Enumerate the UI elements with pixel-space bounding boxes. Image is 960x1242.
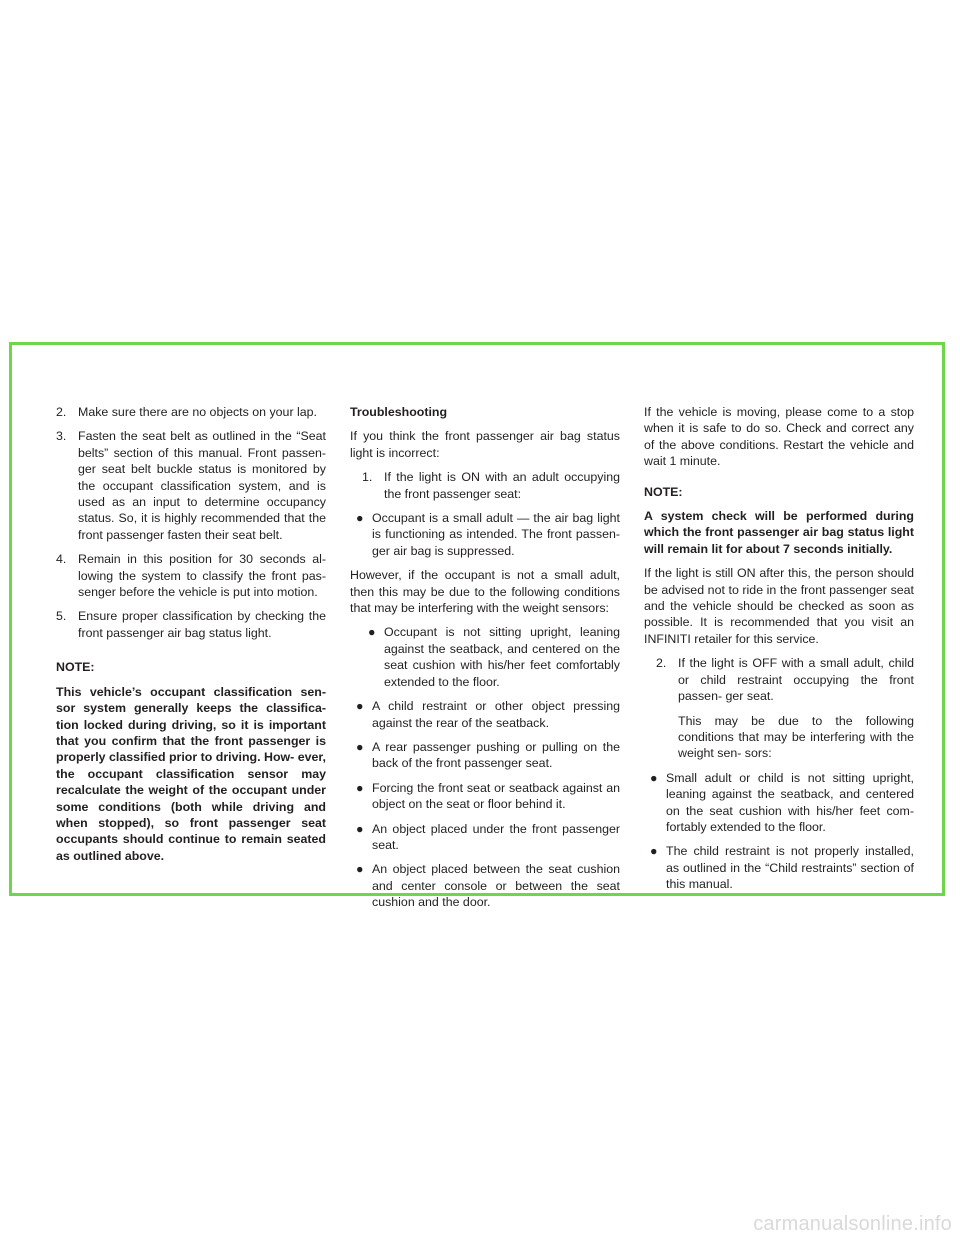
list-item [56,404,326,420]
item-number: 3. [56,429,67,444]
note-label: NOTE: [644,484,683,499]
item-text: Remain in this position for 30 seconds al- lowing the system to classify the front pas- senger before the vehicle is put into motion. [78,552,326,600]
section-heading: Troubleshooting [350,405,448,419]
bullet-icon: ● [356,699,364,714]
item-text: Fasten the seat belt as outlined in the “Seat belts” section of this manual. Front passen- ger seat belt buckle status is monitored by the occupant classification system, and is used as an input to determine occupancy status. So, it is highly recommended that the front passenger fasten their seat belt. [78,429,326,542]
paragraph: If the light is still ON after this, the person should be advised not to ride in the front passenger seat and the vehicle should be checked as soon as possible. It is recommended that you visit an INFINITI retailer for this service. [644,566,914,646]
paragraph: However, if the occupant is not a small adult, then this may be due to the following conditions that may be interfering with the weight sensors: [350,568,620,616]
item-text: If the light is OFF with a small adult, child or child restraint occupying the front passen- ger seat. [678,656,914,704]
bullet-item [644,770,914,836]
item-text: Ensure proper classification by checking the front passenger air bag status light. [78,609,326,640]
watermark: carmanualsonline.info [753,1213,952,1235]
item-text: Make sure there are no objects on your lap. [78,405,317,419]
bullet-icon: ● [356,511,364,526]
bullet-icon: ● [356,862,364,877]
column-3 [644,404,914,901]
bullet-icon: ● [356,739,364,754]
item-number: 5. [56,609,67,624]
bullet-item [350,821,620,854]
list-item [362,469,620,502]
bullet-text: An object placed under the front passenger seat. [372,821,620,852]
item-number: 2. [56,405,67,419]
note-body: A system check will be performed during which the front passenger air bag status light will remain lit for about 7 seconds initially. [644,509,914,556]
list-item [656,655,914,704]
bullet-item [350,861,620,910]
paragraph: If the vehicle is moving, please come to a stop when it is safe to do so. Check and correct any of the above conditions. Restart the vehicle and wait 1 minute. [644,405,914,469]
list-item [56,608,326,641]
bullet-text: Occupant is not sitting upright, leaning against the seatback, and centered on the seat cushion with his/her feet comfortably extended to the floor. [384,625,620,689]
item-number: 2. [656,656,667,671]
sub-paragraph: This may be due to the following conditions that may be interfering with the weight sen- sors: [678,713,914,761]
note-label: NOTE: [56,660,95,675]
bullet-text: The child restraint is not properly installed, as outlined in the “Child restraints” section of this manual. [666,844,914,892]
column-1 [56,404,326,872]
list-item [56,428,326,543]
bullet-icon: ● [650,844,658,859]
bullet-text: Occupant is a small adult — the air bag light is functioning as intended. The front passen- ger air bag is suppressed. [372,511,620,558]
bullet-item [350,739,620,772]
bullet-text: Forcing the front seat or seatback against an object on the seat or floor behind it. [372,780,620,812]
bullet-item [350,698,620,731]
bullet-icon: ● [356,780,364,795]
item-number: 4. [56,552,67,567]
bullet-text: A child restraint or other object pressing against the rear of the seatback. [372,699,620,730]
column-2 [350,404,620,919]
item-text: If the light is ON with an adult occupying the front passenger seat: [384,470,620,501]
list-item [56,551,326,600]
bullet-text: An object placed between the seat cushion and center console or between the seat cushion and the door. [372,862,620,910]
bullet-text: A rear passenger pushing or pulling on the back of the front passenger seat. [372,739,620,771]
item-number: 1. [362,470,373,485]
bullet-icon: ● [356,821,364,836]
bullet-item [362,624,620,690]
bullet-item [644,843,914,892]
bullet-icon: ● [650,770,658,785]
paragraph: If you think the front passenger air bag status light is incorrect: [350,429,620,460]
bullet-item [350,510,620,559]
bullet-item [350,780,620,813]
note-body: This vehicle’s occupant classification sen- sor system generally keeps the classifica- tion locked during driving, so it is important that you confirm that the front passenger is properly classified prior to driving. How- ever, the occupant classification sensor may recalculate the weight of the occupant under some conditions (both while driving and when stopped), so front passenger seat occupants should continue to remain seated as outlined above. [56,684,326,863]
bullet-icon: ● [368,625,376,640]
bullet-text: Small adult or child is not sitting upright, leaning against the seatback, and centered on the seat cushion with his/her feet com- fortably extended to the floor. [666,770,914,834]
